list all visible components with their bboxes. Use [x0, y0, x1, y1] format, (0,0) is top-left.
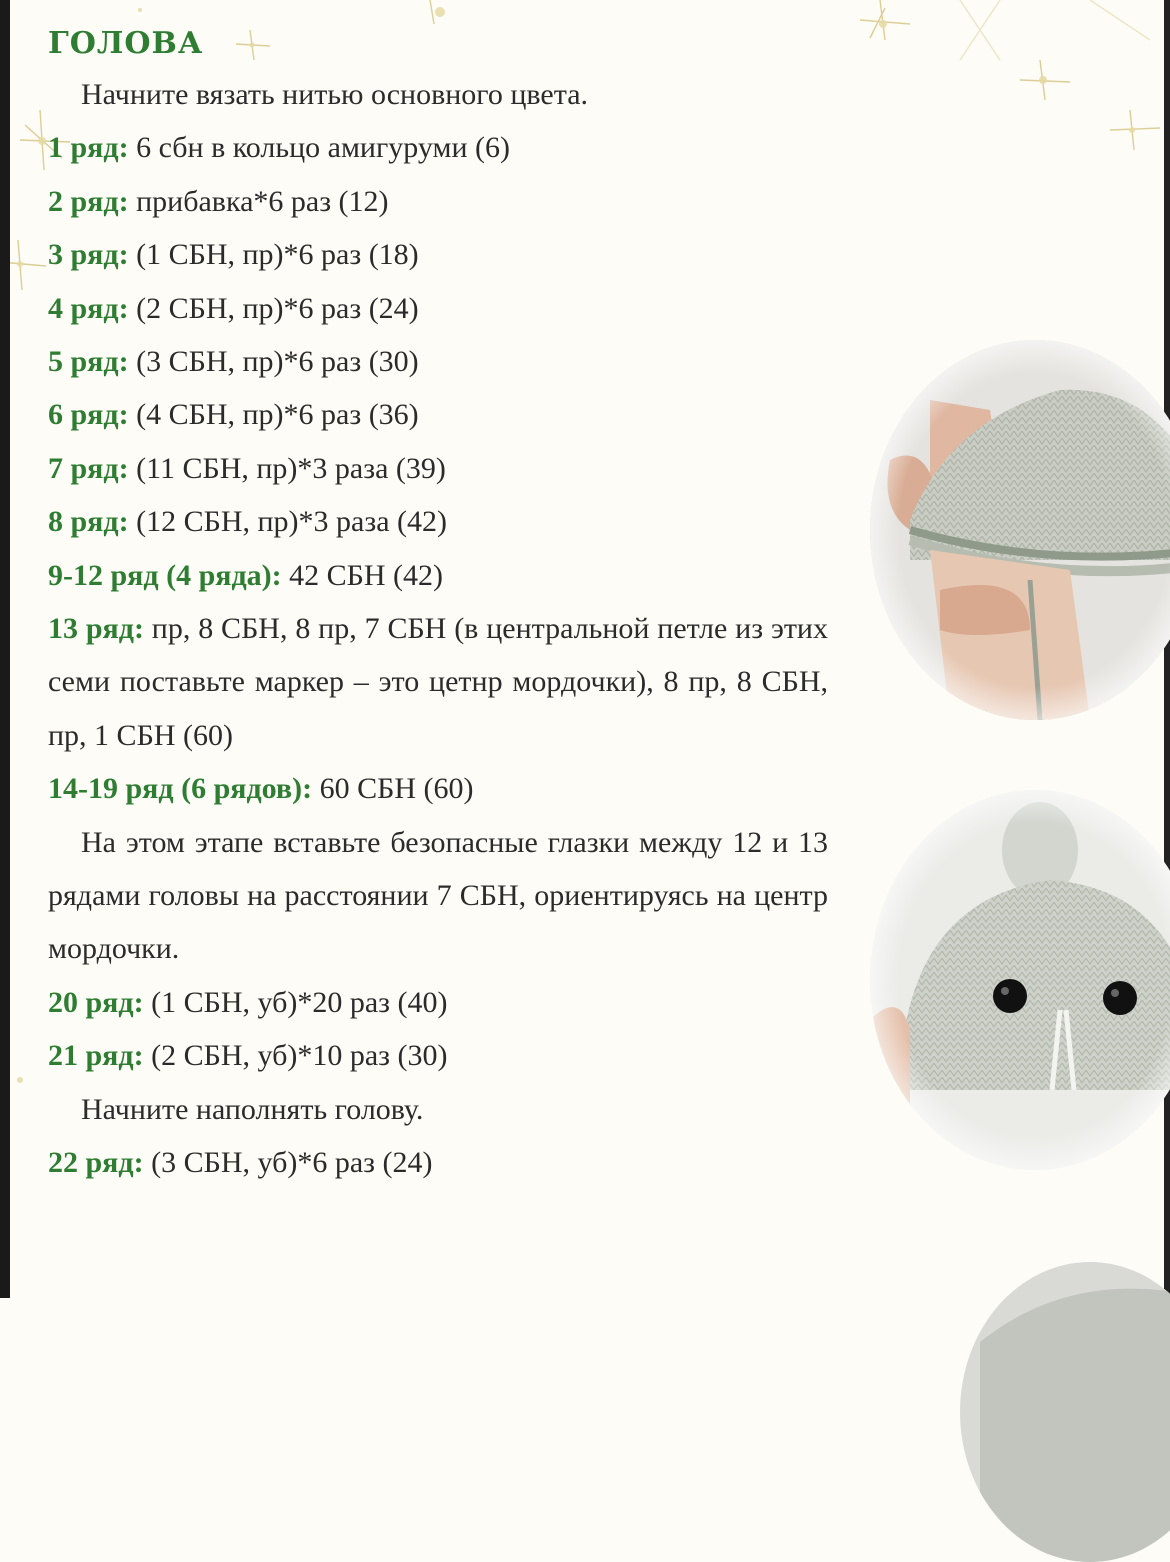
- row-line: [48, 1136, 828, 1189]
- row-text: (12 СБН, пр)*3 раза (42): [128, 505, 447, 539]
- row-label: 13 ряд:: [48, 611, 144, 645]
- pattern-document: [48, 20, 828, 1189]
- row-line: [48, 175, 828, 228]
- crochet-head-photo-bottom: [960, 1262, 1170, 1562]
- row-label: 1 ряд:: [48, 131, 129, 165]
- row-label: 5 ряд:: [48, 344, 129, 378]
- row-line: [48, 495, 828, 548]
- eyes-note: На этом этапе вставьте безопасные глазки между 12 и 13 рядами головы на расстоянии 7 СБН, ориентируясь на центр мордочки.: [48, 825, 828, 966]
- row-text: (3 СБН, пр)*6 раз (30): [128, 344, 419, 378]
- row-label: 21 ряд:: [48, 1039, 144, 1073]
- row-line: [48, 1029, 828, 1082]
- row-text: (2 СБН, уб)*10 раз (30): [143, 1039, 448, 1073]
- row-label: 8 ряд:: [48, 505, 129, 539]
- row-line: [48, 976, 828, 1029]
- row-text: (1 СБН, уб)*20 раз (40): [143, 985, 448, 1019]
- row-line: [48, 121, 828, 174]
- row-label: 7 ряд:: [48, 451, 129, 485]
- row-label: 4 ряд:: [48, 291, 129, 325]
- section-title: ГОЛОВА: [48, 26, 204, 61]
- row-line: [48, 442, 828, 495]
- row-line: [48, 282, 828, 335]
- row-line: [48, 228, 828, 281]
- row-label: 20 ряд:: [48, 985, 144, 1019]
- left-frame-edge: [0, 0, 10, 1298]
- row-label: 6 ряд:: [48, 398, 129, 432]
- crochet-head-photo-eyes: [870, 790, 1170, 1170]
- fill-note: Начните наполнять голову.: [81, 1092, 424, 1126]
- row-text: прибавка*6 раз (12): [128, 184, 389, 218]
- row-label: 22 ряд:: [48, 1145, 144, 1179]
- intro-text: Начните вязать нитью основного цвета.: [81, 78, 589, 111]
- row-text: пр, 8 СБН, 8 пр, 7 СБН (в центральной петле из этих семи поставьте маркер – это цетнр мордочки), 8 пр, 8 СБН, пр, 1 СБН (60): [48, 611, 828, 752]
- row-text: 42 СБН (42): [281, 558, 444, 592]
- row-label: 9-12 ряд (4 ряда):: [48, 558, 282, 592]
- row-line: [48, 762, 828, 815]
- row-text: (1 СБН, пр)*6 раз (18): [128, 238, 419, 272]
- row-text: 6 сбн в кольцо амигуруми (6): [128, 131, 511, 165]
- row-text: (11 СБН, пр)*3 раза (39): [128, 451, 446, 485]
- row-13-paragraph: [48, 602, 828, 762]
- row-text: 60 СБН (60): [312, 772, 474, 806]
- row-text: (2 СБН, пр)*6 раз (24): [128, 291, 419, 325]
- right-frame-edge: [1164, 0, 1170, 1298]
- row-line: [48, 335, 828, 388]
- crochet-head-photo-top: [870, 340, 1170, 720]
- row-text: (3 СБН, уб)*6 раз (24): [143, 1145, 433, 1179]
- row-line: [48, 549, 828, 602]
- row-label: 14-19 ряд (6 рядов):: [48, 772, 313, 806]
- row-line: [48, 388, 828, 441]
- row-label: 3 ряд:: [48, 238, 129, 272]
- row-label: 2 ряд:: [48, 184, 129, 218]
- row-text: (4 СБН, пр)*6 раз (36): [128, 398, 419, 432]
